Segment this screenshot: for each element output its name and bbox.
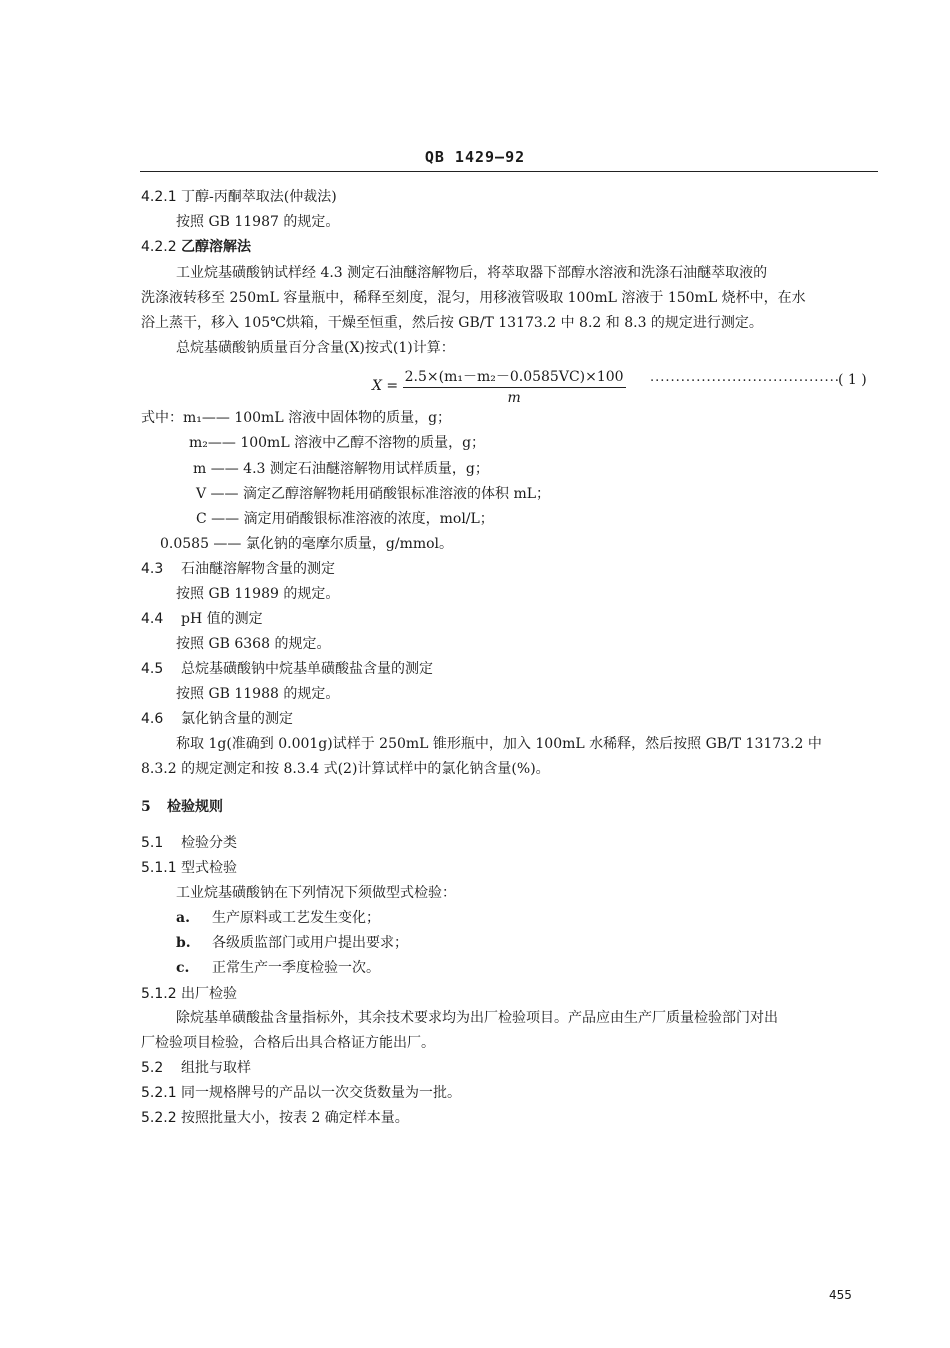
section-5-2-1: [141, 1084, 461, 1102]
paragraph-line: 称取 1g(准确到 0.001g)试样于 250mL 锥形瓶中，加入 100mL 水稀释，然后按照 GB/T 13173.2 中: [176, 736, 822, 752]
section-title: 型式检验: [181, 860, 237, 876]
section-5-2-heading: [141, 1059, 251, 1077]
section-5-2-2: [141, 1109, 409, 1127]
legend-intro: 式中：: [141, 410, 183, 426]
list-item-label: c.: [176, 960, 190, 976]
section-4-4-heading: [141, 610, 263, 628]
section-4-5-body: 按照 GB 11988 的规定。: [176, 686, 340, 702]
list-item: [176, 959, 380, 977]
formula-fraction: [403, 366, 626, 406]
paragraph-line: 工业烷基磺酸钠试样经 4.3 测定石油醚溶解物后，将萃取器下部醇水溶液和洗涤石油醚萃取液的: [176, 265, 768, 281]
section-number: 5.1.1: [141, 860, 177, 876]
legend-m: m —— 4.3 测定石油醚溶解物用试样质量，g；: [193, 461, 489, 477]
section-number: 5.2.2: [141, 1110, 177, 1126]
section-number: 4.2.1: [141, 189, 177, 205]
section-5-1-1-body: 工业烷基磺酸钠在下列情况下须做型式检验：: [176, 885, 456, 901]
page-number: 455: [829, 1288, 852, 1302]
section-text: 同一规格牌号的产品以一次交货数量为一批。: [181, 1085, 461, 1101]
paragraph-line: 总烷基磺酸钠质量百分含量(X)按式(1)计算：: [176, 340, 455, 356]
legend-m2: m₂—— 100mL 溶液中乙醇不溶物的质量，g；: [189, 435, 486, 451]
formula-numerator: 2.5×(m₁－m₂－0.0585VC)×100: [403, 366, 626, 388]
paragraph-line: 洗涤液转移至 250mL 容量瓶中，稀释至刻度，混匀，用移液管吸取 100mL 溶液于 150mL 烧杯中，在水: [141, 290, 806, 306]
list-item-label: a.: [176, 910, 190, 926]
section-4-2-1-body: 按照 GB 11987 的规定。: [176, 214, 340, 230]
section-text: 按照批量大小，按表 2 确定样本量。: [181, 1110, 409, 1126]
section-title: 组批与取样: [181, 1060, 251, 1076]
section-number: 4.6: [141, 711, 164, 727]
formula-denominator: m: [507, 390, 521, 406]
section-number: 5.1: [141, 835, 164, 851]
section-number: 4.2.2: [141, 239, 177, 255]
legend-m1: m₁—— 100mL 溶液中固体物的质量，g；: [183, 410, 452, 426]
section-number: 4.3: [141, 561, 164, 577]
paragraph-line: 除烷基单磺酸盐含量指标外，其余技术要求均为出厂检验项目。产品应由生产厂质量检验部门对出: [176, 1010, 778, 1026]
list-item: [176, 934, 408, 952]
formula-1: [372, 366, 626, 406]
section-5-1-2-heading: [141, 985, 237, 1003]
section-5-1-1-heading: [141, 859, 237, 877]
legend-C: C —— 滴定用硝酸银标准溶液的浓度，mol/L；: [196, 511, 494, 527]
section-4-2-2-heading: [141, 238, 251, 256]
section-title: 乙醇溶解法: [181, 239, 251, 255]
list-item-text: 各级质监部门或用户提出要求；: [212, 935, 408, 951]
section-number: 4.5: [141, 661, 164, 677]
section-title: 氯化钠含量的测定: [181, 711, 293, 727]
chapter-5-heading: [141, 798, 223, 816]
section-4-5-heading: [141, 660, 433, 678]
section-title: 总烷基磺酸钠中烷基单磺酸盐含量的测定: [181, 661, 433, 677]
section-title: 检验分类: [181, 835, 237, 851]
list-item-text: 生产原料或工艺发生变化；: [212, 910, 380, 926]
section-title: 出厂检验: [181, 986, 237, 1002]
equation-number: ( 1 ): [838, 372, 867, 388]
paragraph-line: 厂检验项目检验，合格后出具合格证方能出厂。: [141, 1035, 435, 1051]
formula-lhs: X =: [372, 378, 399, 394]
list-item-text: 正常生产一季度检验一次。: [212, 960, 380, 976]
list-item: [176, 909, 380, 927]
section-4-3-body: 按照 GB 11989 的规定。: [176, 586, 340, 602]
section-4-4-body: 按照 GB 6368 的规定。: [176, 636, 331, 652]
legend-row-m1: [141, 409, 451, 427]
formula-leader-dots: .....................................: [650, 370, 840, 385]
section-4-2-1-heading: [141, 188, 337, 206]
chapter-number: 5: [141, 799, 151, 815]
section-title: 石油醚溶解物含量的测定: [181, 561, 335, 577]
section-4-6-heading: [141, 710, 293, 728]
section-title: pH 值的测定: [181, 611, 263, 627]
legend-constant: 0.0585 —— 氯化钠的毫摩尔质量，g/mmol。: [160, 536, 454, 552]
section-number: 5.1.2: [141, 986, 177, 1002]
section-number: 4.4: [141, 611, 164, 627]
paragraph-line: 浴上蒸干，移入 105℃烘箱，干燥至恒重，然后按 GB/T 13173.2 中 8.2 和 8.3 的规定进行测定。: [141, 315, 763, 331]
standard-code-header: QB 1429—92: [424, 148, 526, 166]
section-5-1-heading: [141, 834, 237, 852]
section-4-3-heading: [141, 560, 335, 578]
section-number: 5.2: [141, 1060, 164, 1076]
legend-V: V —— 滴定乙醇溶解物耗用硝酸银标准溶液的体积 mL；: [196, 486, 551, 502]
paragraph-line: 8.3.2 的规定测定和按 8.3.4 式(2)计算试样中的氯化钠含量(%)。: [141, 761, 550, 777]
section-title: 丁醇-丙酮萃取法(仲裁法): [181, 189, 337, 205]
header-rule: [140, 171, 878, 172]
chapter-title: 检验规则: [167, 799, 223, 815]
section-number: 5.2.1: [141, 1085, 177, 1101]
list-item-label: b.: [176, 935, 191, 951]
